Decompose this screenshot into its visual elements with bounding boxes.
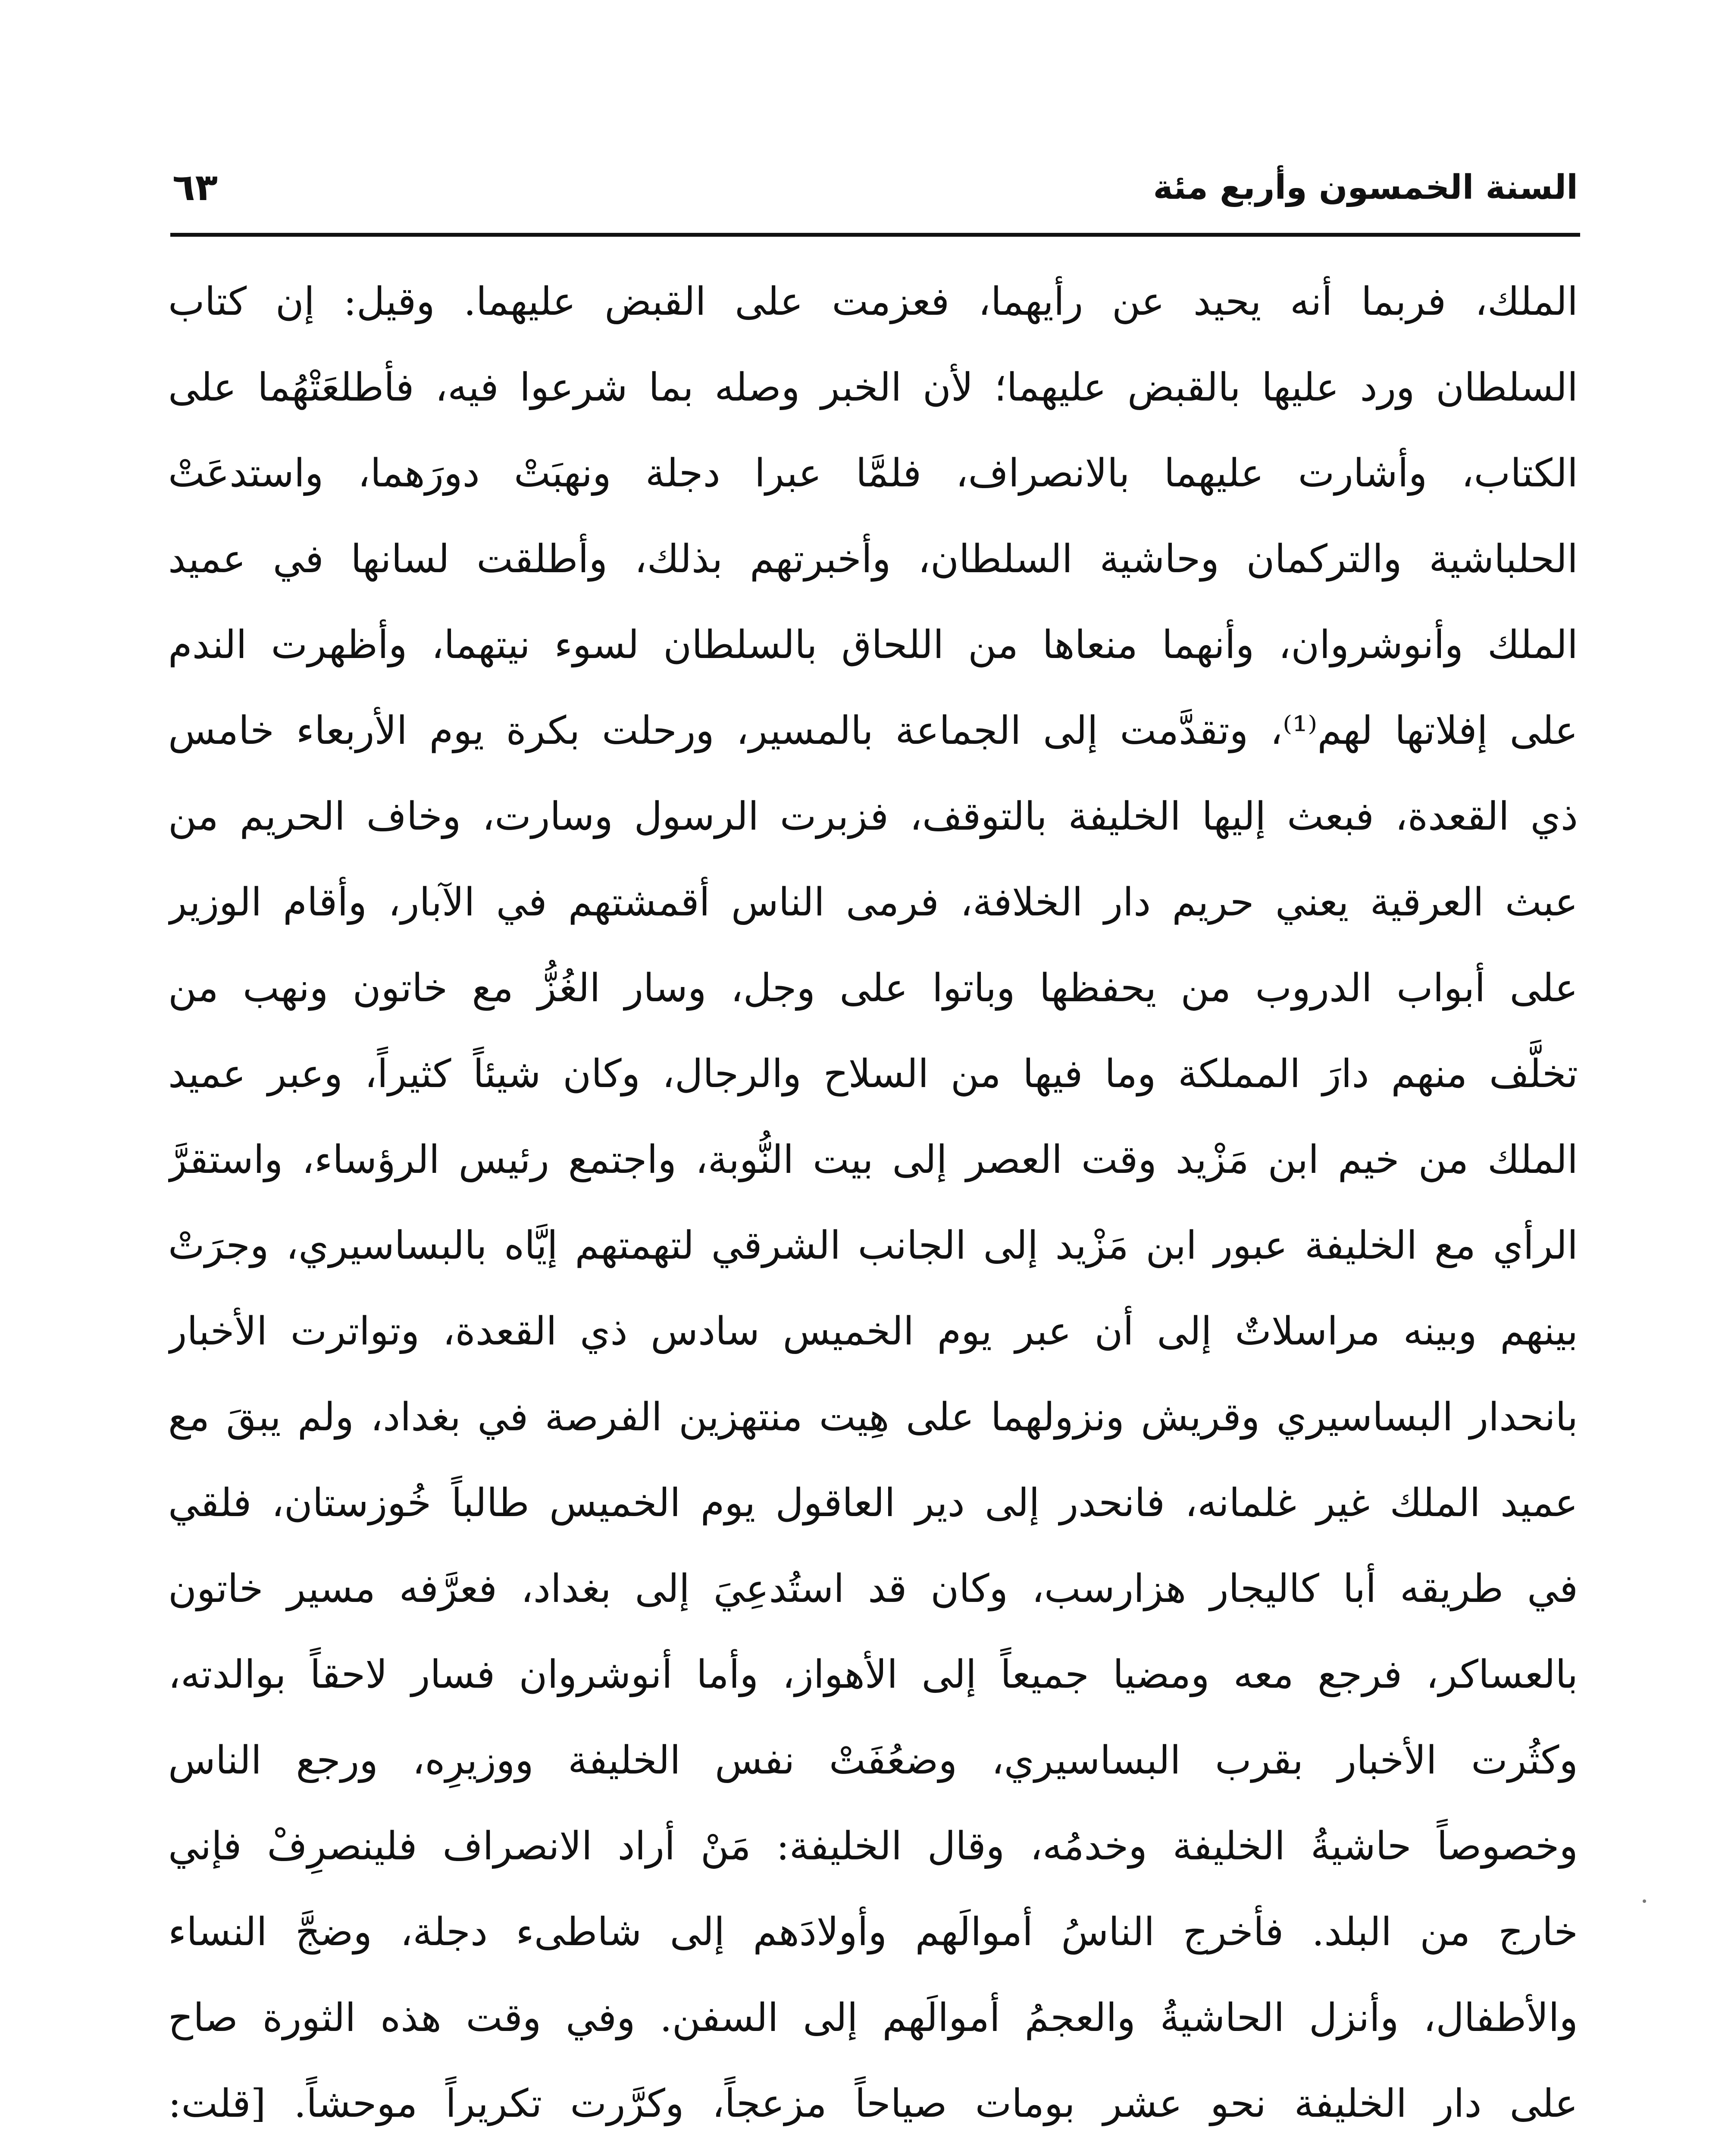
text-line: تخلَّف منهم دارَ المملكة وما فيها من السلاح والرجال، وكان شيئاً كثيراً، وعبر عميد [168,1051,1578,1097]
text-line: الحلباشية والتركمان وحاشية السلطان، وأخبرتهم بذلك، وأطلقت لسانها في عميد [168,536,1578,582]
text-line: بالعساكر، فرجع معه ومضيا جميعاً إلى الأهواز، وأما أنوشروان فسار لاحقاً بوالدته، [168,1652,1578,1697]
text-line: بينهم وبينه مراسلاتٌ إلى أن عبر يوم الخميس سادس ذي القعدة، وتواترت الأخبار [168,1309,1578,1354]
text-line: الكتاب، وأشارت عليهما بالانصراف، فلمَّا عبرا دجلة ونهبَتْ دورَهما، واستدعَتْ [168,451,1578,496]
main-text [168,259,1578,2156]
text-line: عبث العرقية يعني حريم دار الخلافة، فرمى الناس أقمشتهم في الآبار، وأقام الوزير [168,880,1578,925]
text-line: على دار الخليفة نحو عشر بومات صياحاً مزعجاً، وكرَّرت تكريراً موحشاً. [قلت: [168,2081,1578,2126]
text-line: خارج من البلد. فأخرج الناسُ أموالَهم وأولادَهم إلى شاطىء دجلة، وضجَّ النساء [168,1909,1578,1955]
text-line: الملك من خيم ابن مَزْيد وقت العصر إلى بيت النُّوبة، واجتمع رئيس الرؤساء، واستقرَّ [168,1137,1578,1182]
text-line: على أبواب الدروب من يحفظها وباتوا على وجل، وسار الغُزُّ مع خاتون ونهب من [168,965,1578,1011]
text-line: عميد الملك غير غلمانه، فانحدر إلى دير العاقول يوم الخميس طالباً خُوزستان، فلقي [168,1480,1578,1526]
text-line: الرأي مع الخليفة عبور ابن مَزْيد إلى الجانب الشرقي لتهمتهم إيَّاه بالبساسيري، وجرَتْ [168,1223,1578,1268]
text-line: في طريقه أبا كاليجار هزارسب، وكان قد استُدعِيَ إلى بغداد، فعرَّفه مسير خاتون [168,1566,1578,1611]
text-line: بانحدار البساسيري وقريش ونزولهما على هِيت منتهزين الفرصة في بغداد، ولم يبقَ مع [168,1395,1578,1440]
text-line: على إفلاتها لهم⁽¹⁾، وتقدَّمت إلى الجماعة بالمسير، ورحلت بكرة يوم الأربعاء خامس [168,708,1578,753]
text-line: السلطان ورد عليها بالقبض عليهما؛ لأن الخبر وصله بما شرعوا فيه، فأطلعَتْهُما على [168,365,1578,410]
running-head [172,155,1578,220]
header-divider [170,233,1580,237]
margin-speck [1643,1899,1646,1903]
text-line [168,2147,1578,2156]
text-line: والأطفال، وأنزل الحاشيةُ والعجمُ أموالَهم إلى السفن. وفي وقت هذه الثورة صاح [168,1995,1578,2040]
page-number: ٦٣ [172,166,218,209]
text-line: ذي القعدة، فبعث إليها الخليفة بالتوقف، فزبرت الرسول وسارت، وخاف الحريم من [168,794,1578,839]
running-title: السنة الخمسون وأربع مئة [1153,168,1578,207]
text-line: الملك وأنوشروان، وأنهما منعاها من اللحاق بالسلطان لسوء نيتهما، وأظهرت الندم [168,622,1578,667]
text-line: وخصوصاً حاشيةُ الخليفة وخدمُه، وقال الخليفة: مَنْ أراد الانصراف فلينصرِفْ فإني [168,1824,1578,1869]
text-line: الملك، فربما أنه يحيد عن رأيهما، فعزمت على القبض عليهما. وقيل: إن كتاب [168,279,1578,324]
text-line: وكثُرت الأخبار بقرب البساسيري، وضعُفَتْ نفس الخليفة ووزيرِه، ورجع الناس [168,1738,1578,1783]
